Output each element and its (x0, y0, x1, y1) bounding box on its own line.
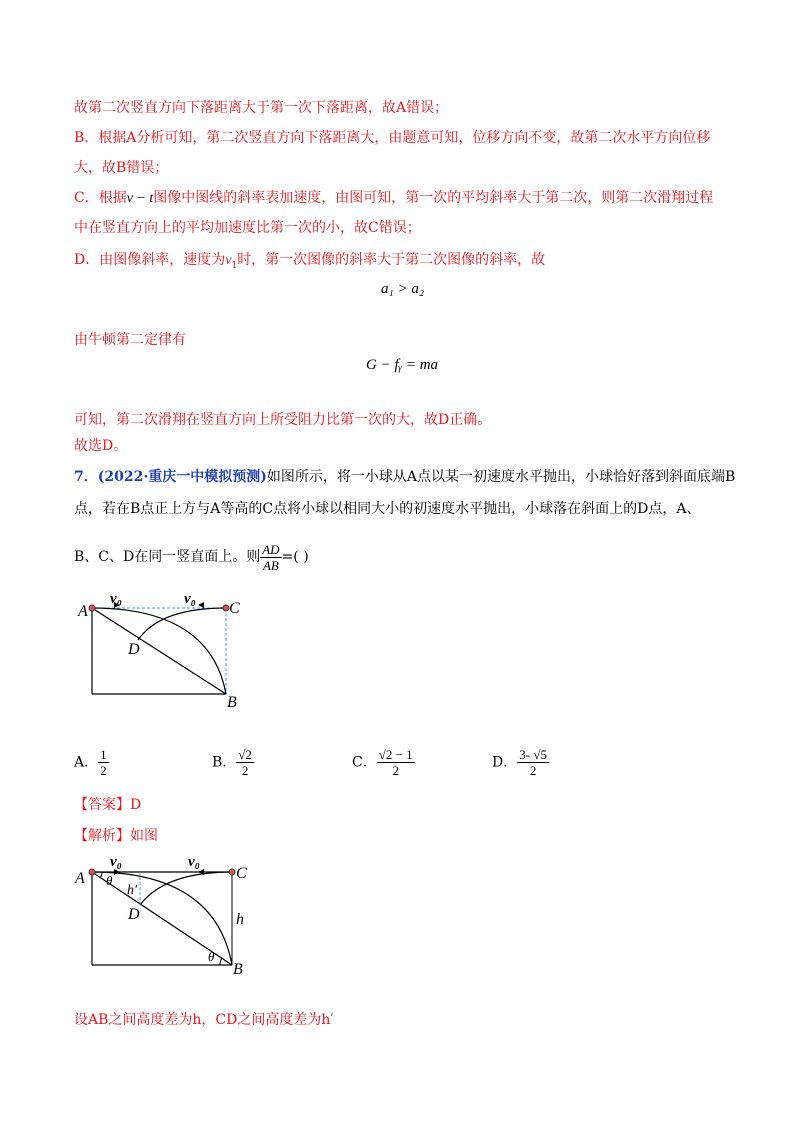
v1-symbol: v (225, 253, 232, 268)
vt-symbol: v − t (126, 191, 154, 206)
solution-text: 图像中图线的斜率表加速度，由图可知，第一次的平均斜率大于第二次，则第二次滑翔过程 (153, 190, 714, 206)
analysis-line (74, 826, 158, 846)
option-fraction (517, 747, 549, 778)
solution-line: B．根据A分析可知，第二次竖直方向下落距离大，由题意可知，位移方向不变，故第二次水平方向位移 (74, 130, 711, 146)
label-v0-right: v₀ (184, 591, 196, 607)
solution-line: 中在竖直方向上的平均加速度比第一次的小，故C错误； (74, 220, 421, 236)
question-figure (70, 588, 250, 710)
angle-arc-bottom (220, 958, 222, 965)
analysis-figure (70, 852, 260, 976)
option-denominator: 2 (392, 763, 399, 778)
solution-line: 故选D。 (74, 438, 128, 454)
solution-line (74, 250, 545, 276)
label-v0-right: v₀ (188, 854, 200, 870)
option-numerator: √2 − 1 (378, 747, 413, 762)
solution-line: 可知，第二次滑翔在竖直方向上所受阻力比第一次的大，故D正确。 (74, 412, 492, 428)
question-number: 7． (74, 469, 98, 485)
solution-line: 由牛顿第二定律有 (74, 332, 186, 348)
ratio-fraction (260, 542, 281, 573)
label-c: C (236, 865, 247, 882)
question-line: 点，若在B点正上方与A等高的C点将小球以相同大小的初速度水平抛出，小球落在斜面上的D点，A、 (74, 501, 701, 517)
question-line (74, 467, 735, 487)
question-text: =( ) (281, 549, 309, 565)
trajectory-c-to-d (140, 872, 232, 905)
option-fraction (377, 747, 415, 778)
label-a: A (78, 603, 88, 620)
solution-text: 时，第一次图像的斜率大于第二次图像的斜率，故 (237, 252, 546, 268)
option-c[interactable] (352, 747, 415, 778)
arrow-left-icon (198, 602, 204, 608)
solution-text: C．根据 (74, 190, 127, 206)
ratio-numerator: AD (262, 541, 280, 557)
label-b: B (233, 961, 243, 976)
label-v0-left: v₀ (110, 591, 122, 607)
answer-line (74, 795, 141, 815)
option-label: C． (352, 754, 377, 771)
option-fraction (236, 747, 254, 778)
question-source: (2022·重庆一中模拟预测) (97, 469, 267, 485)
analysis-tag: 【解析】 (74, 828, 130, 844)
option-numerator: √2 (238, 747, 252, 762)
solution-line: 大，故B错误； (74, 160, 169, 176)
label-hprime: h′ (127, 883, 138, 898)
solution-text: D．由图像斜率，速度为 (74, 252, 226, 268)
option-a[interactable] (74, 747, 109, 778)
ratio-denominator: AB (262, 557, 279, 573)
ball-c (229, 869, 235, 875)
ball-a (89, 869, 95, 875)
equation-newton: G − fᵧ = ma (366, 357, 439, 373)
option-label: D． (492, 754, 518, 771)
label-theta-top: θ (106, 873, 113, 888)
label-theta-bottom: θ (208, 949, 215, 964)
last-line: 设AB之间高度差为h，CD之间高度差为h′ (74, 1012, 334, 1028)
angle-arc-top (100, 872, 102, 878)
question-line (74, 540, 309, 574)
option-denominator: 2 (100, 763, 107, 778)
label-a: A (75, 870, 85, 887)
equation-a1-a2: a₁ > a₂ (381, 281, 425, 297)
v1-subscript: 1 (231, 260, 238, 271)
option-fraction (98, 747, 109, 778)
label-v0-left: v₀ (110, 854, 122, 870)
trajectory-c-to-d (138, 608, 226, 640)
ball-a (89, 605, 95, 611)
label-d: D (128, 641, 140, 658)
answer-value: D (130, 797, 142, 813)
label-d: D (128, 906, 140, 923)
option-numerator: 3- √5 (519, 747, 547, 762)
question-text: 如图所示，将一小球从A点以某一初速度水平抛出，小球恰好落到斜面底端B (266, 469, 736, 485)
option-label: B． (212, 754, 237, 771)
option-label: A． (74, 754, 99, 771)
answer-tag: 【答案】 (74, 797, 130, 813)
option-numerator: 1 (100, 747, 107, 762)
solution-line (74, 188, 713, 209)
option-d[interactable] (492, 747, 549, 778)
question-text: B、C、D在同一竖直面上。则 (74, 549, 261, 565)
solution-line: 故第二次竖直方向下落距离大于第一次下落距离，故A错误； (74, 100, 449, 116)
label-c: C (229, 600, 240, 617)
option-denominator: 2 (241, 763, 249, 778)
label-b: B (227, 694, 237, 710)
option-denominator: 2 (529, 763, 537, 778)
option-b[interactable] (212, 747, 254, 778)
analysis-text: 如图 (130, 828, 158, 844)
label-h: h (236, 911, 244, 928)
